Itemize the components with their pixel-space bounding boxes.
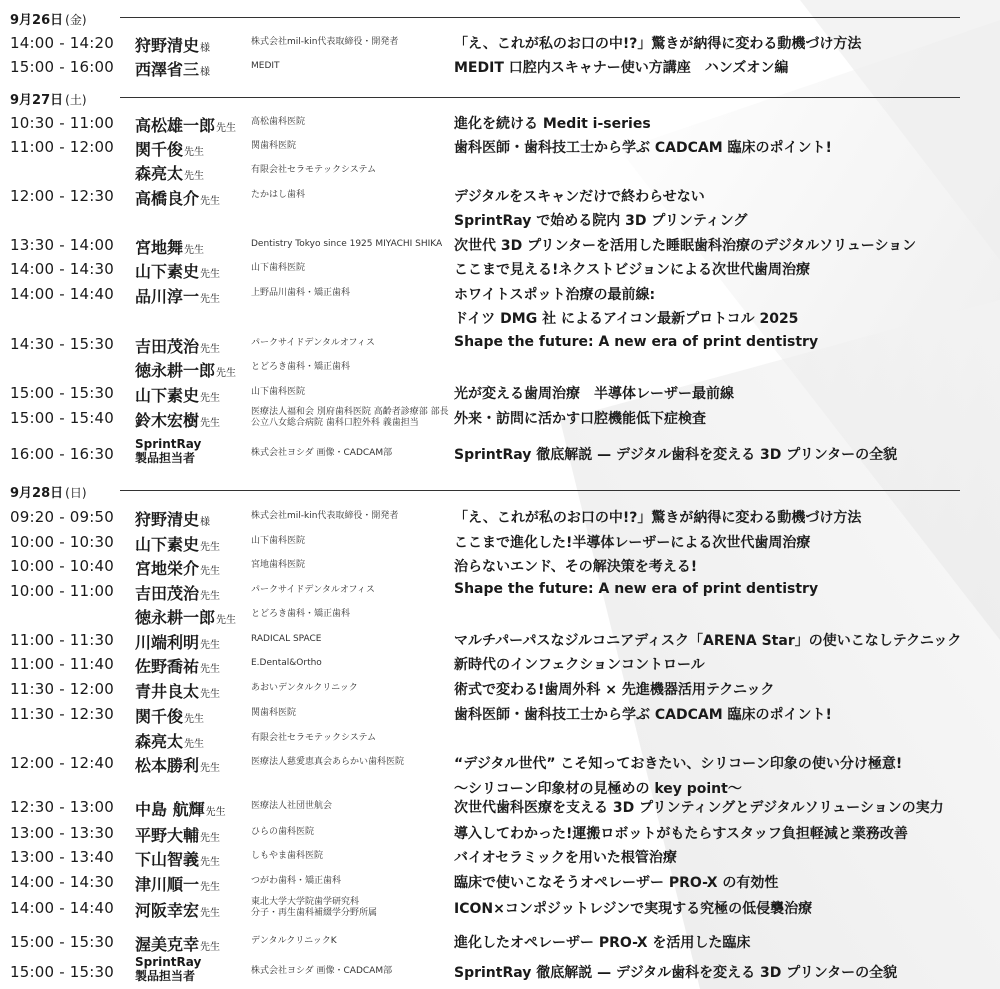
speaker-name-text: 宮地舞 [135, 238, 184, 257]
session-time: 14:00 - 14:20 [10, 34, 115, 52]
session-row [0, 234, 1000, 258]
speaker-name-text: 松本勝利 [135, 756, 200, 775]
speaker-honorific: 様 [200, 67, 211, 78]
speaker-name [135, 753, 220, 776]
affiliation-line: 株式会社mil-kin代表取締役・開発者 [251, 511, 399, 521]
affiliation-line: 東北大学大学院歯学研究科 [251, 897, 360, 907]
day-label [10, 9, 87, 28]
day-weekday: (金) [65, 13, 87, 27]
speaker-affiliation [251, 338, 375, 349]
speaker-name-text: 徳永耕一郎 [135, 608, 216, 627]
speaker-affiliation [251, 897, 377, 919]
speaker-honorific: 先生 [200, 591, 221, 602]
session-row [0, 822, 1000, 846]
session-row [0, 185, 1000, 209]
session-row [0, 846, 1000, 870]
affiliation-line: 医療法人慈愛恵真会あらかい歯科医院 [251, 757, 405, 767]
affiliation-line: 山下歯科医院 [251, 263, 306, 273]
session-time: 09:20 - 09:50 [10, 508, 115, 526]
affiliation-line: ひらの歯科医院 [251, 827, 315, 837]
session-row [0, 955, 1000, 985]
speaker-name-text: 関千俊 [135, 707, 184, 726]
session-row [0, 678, 1000, 702]
day-label [10, 89, 87, 108]
speaker-name-text: 狩野清史 [135, 36, 200, 55]
speaker-affiliation [251, 634, 321, 645]
speaker-name-text: 森亮太 [135, 732, 184, 751]
speaker-affiliation [251, 876, 341, 887]
speaker-name [135, 284, 220, 307]
speaker-name-text: 平野大輔 [135, 826, 200, 845]
speaker-affiliation [251, 263, 305, 274]
session-row [0, 382, 1000, 406]
speaker-name-text: 吉田茂治 [135, 337, 200, 356]
session-title: SprintRay で始める院内 3D プリンティング [454, 213, 748, 229]
speaker-affiliation [251, 387, 305, 398]
speaker-name-text: 宮地栄介 [135, 559, 200, 578]
speaker-name [135, 334, 220, 357]
session-row [0, 357, 1000, 381]
speaker-honorific: 先生 [200, 418, 221, 429]
affiliation-line: RADICAL SPACE [251, 634, 322, 644]
session-time: 11:00 - 11:40 [10, 655, 115, 673]
session-row [0, 629, 1000, 653]
speaker-honorific: 先生 [184, 171, 205, 182]
speaker-affiliation [251, 141, 296, 152]
speaker-honorific: 先生 [205, 807, 226, 818]
affiliation-line: 有限会社セラモテックシステム [251, 733, 377, 743]
session-title: 進化を続ける Medit i-series [454, 116, 651, 132]
speaker-name [135, 408, 220, 431]
session-time: 15:00 - 15:40 [10, 409, 115, 427]
session-title: バイオセラミックを用いた根管治療 [454, 850, 677, 866]
session-time: 11:00 - 11:30 [10, 631, 115, 649]
speaker-affiliation [251, 536, 305, 547]
speaker-name-text: 山下素史 [135, 535, 200, 554]
speaker-name [135, 358, 236, 381]
session-row [0, 32, 1000, 56]
speaker-name-text: 狩野清史 [135, 510, 200, 529]
session-title: 次世代 3D プリンターを活用した睡眠歯科治療のデジタルソリューション [454, 238, 917, 254]
day-divider [120, 17, 960, 18]
affiliation-line: 関歯科医院 [251, 708, 297, 718]
speaker-affiliation [251, 827, 314, 838]
session-time: 15:00 - 15:30 [10, 933, 115, 951]
speaker-honorific: 先生 [200, 542, 221, 553]
session-title: ホワイトスポット治療の最前線: [454, 287, 656, 303]
speaker-affiliation [251, 239, 442, 250]
speaker-honorific: 先生 [200, 857, 221, 868]
session-row [0, 752, 1000, 776]
speaker-name-text: 山下素史 [135, 262, 200, 281]
day-header [10, 481, 960, 505]
session-time: 11:00 - 12:00 [10, 138, 115, 156]
speaker-affiliation [251, 609, 350, 620]
speaker-name-text: 川端利明 [135, 633, 200, 652]
speaker-affiliation [251, 658, 322, 669]
session-title: 歯科医師・歯科技工士から学ぶ CADCAM 臨床のポイント! [454, 140, 832, 156]
day-weekday: (土) [65, 93, 87, 107]
speaker-name [135, 847, 220, 870]
affiliation-line: パークサイドデンタルオフィス [251, 338, 375, 348]
session-title: 「え、これが私のお口の中!?」驚きが納得に変わる動機づけ方法 [454, 36, 862, 52]
speaker-name [135, 186, 220, 209]
day-date: 9月28日 [10, 486, 64, 501]
speaker-honorific: 様 [200, 43, 211, 54]
speaker-name [135, 161, 204, 184]
session-title: 外来・訪問に活かす口腔機能低下症検査 [454, 411, 706, 427]
speaker-name [135, 630, 220, 653]
speaker-line: 製品担当者 [135, 451, 196, 465]
speaker-name-text: 吉田茂治 [135, 584, 200, 603]
session-row [0, 160, 1000, 184]
speaker-name-text: 高橋良介 [135, 189, 200, 208]
speaker-name [135, 33, 210, 56]
session-title: ここまで見える!ネクストビジョンによる次世代歯周治療 [454, 262, 810, 278]
speaker-name [135, 955, 201, 983]
affiliation-line: 山下歯科医院 [251, 387, 306, 397]
session-row [0, 604, 1000, 628]
speaker-name [135, 654, 220, 677]
session-title: 進化したオペレーザー PRO-X を活用した臨床 [454, 935, 751, 951]
session-time: 13:00 - 13:30 [10, 824, 115, 842]
session-row [0, 931, 1000, 955]
speaker-name [135, 383, 220, 406]
speaker-line: SprintRay [135, 955, 202, 969]
speaker-honorific: 様 [200, 517, 211, 528]
session-title: 歯科医師・歯科技工士から学ぶ CADCAM 臨床のポイント! [454, 707, 832, 723]
speaker-affiliation [251, 407, 449, 429]
session-time: 12:00 - 12:40 [10, 754, 115, 772]
speaker-name-text: 鈴木宏樹 [135, 411, 200, 430]
affiliation-line: E.Dental&Ortho [251, 658, 322, 668]
day-divider [120, 97, 960, 98]
speaker-affiliation [251, 966, 392, 977]
session-title: ドイツ DMG 社 によるアイコン最新プロトコル 2025 [454, 311, 799, 327]
affiliation-line: しもやま歯科医院 [251, 851, 324, 861]
session-title: 治らないエンド、その解決策を考える! [454, 559, 698, 575]
session-time: 11:30 - 12:00 [10, 680, 115, 698]
speaker-name-text: 津川順一 [135, 875, 200, 894]
session-time: 14:00 - 14:30 [10, 873, 115, 891]
session-time: 15:00 - 15:30 [10, 384, 115, 402]
speaker-honorific: 先生 [200, 566, 221, 577]
speaker-honorific: 先生 [184, 245, 205, 256]
session-title: SprintRay 徹底解説 — デジタル歯科を変える 3D プリンターの全貌 [454, 965, 898, 981]
session-title: ICON×コンポジットレジンで実現する究極の低侵襲治療 [454, 901, 813, 917]
session-title: 光が変える歯周治療 半導体レーザー最前線 [454, 386, 734, 402]
speaker-name [135, 235, 204, 258]
session-title: 臨床で使いこなそうオペレーザー PRO-X の有効性 [454, 875, 779, 891]
speaker-name-text: 下山智義 [135, 850, 200, 869]
affiliation-line: 医療法人福和会 別府歯科医院 高齢者診療部 部長 [251, 407, 449, 417]
speaker-name-text: 佐野喬祐 [135, 657, 200, 676]
affiliation-line: 公立八女総合病院 歯科口腔外科 義歯担当 [251, 418, 419, 428]
session-row [0, 653, 1000, 677]
speaker-name-text: 関千俊 [135, 140, 184, 159]
session-title: MEDIT 口腔内スキャナー使い方講座 ハンズオン編 [454, 60, 789, 76]
session-row [0, 333, 1000, 357]
speaker-name-text: 徳永耕一郎 [135, 361, 216, 380]
speaker-name-text: 西澤省三 [135, 60, 200, 79]
speaker-name-text: 中島 航輝 [135, 800, 205, 819]
speaker-affiliation [251, 448, 392, 459]
speaker-affiliation [251, 757, 404, 768]
speaker-honorific: 先生 [200, 269, 221, 280]
speaker-name [135, 137, 204, 160]
session-row [0, 307, 1000, 331]
day-divider [120, 490, 960, 491]
speaker-name [135, 932, 220, 955]
speaker-honorific: 先生 [200, 393, 221, 404]
speaker-affiliation [251, 936, 337, 947]
speaker-name-text: 青井良太 [135, 682, 200, 701]
speaker-honorific: 先生 [200, 942, 221, 953]
session-row [0, 136, 1000, 160]
session-time: 12:00 - 12:30 [10, 187, 115, 205]
speaker-affiliation [251, 61, 280, 72]
session-row [0, 703, 1000, 727]
speaker-name-text: 森亮太 [135, 164, 184, 183]
speaker-honorific: 先生 [200, 689, 221, 700]
speaker-honorific: 先生 [200, 833, 221, 844]
session-title: “デジタル世代” こそ知っておきたい、シリコーン印象の使い分け極意! [454, 756, 903, 772]
speaker-name-text: 渥美克幸 [135, 935, 200, 954]
affiliation-line: 医療法人社団世航会 [251, 801, 333, 811]
speaker-honorific: 先生 [184, 739, 205, 750]
speaker-honorific: 先生 [216, 123, 237, 134]
affiliation-line: たかはし歯科 [251, 190, 306, 200]
speaker-name [135, 729, 204, 752]
speaker-affiliation [251, 511, 398, 522]
session-title: マルチパーパスなジルコニアディスク「ARENA Star」の使いこなしテクニック [454, 633, 962, 649]
speaker-name-text: 山下素史 [135, 386, 200, 405]
speaker-name [135, 797, 226, 820]
session-time: 12:30 - 13:00 [10, 798, 115, 816]
day-date: 9月26日 [10, 13, 64, 28]
session-row [0, 728, 1000, 752]
session-row [0, 897, 1000, 921]
session-title: Shape the future: A new era of print dentistry [454, 334, 819, 350]
speaker-name-text: 品川淳一 [135, 287, 200, 306]
speaker-name [135, 259, 220, 282]
session-time: 15:00 - 16:00 [10, 58, 115, 76]
affiliation-line: 株式会社ヨシダ 画像・CADCAM部 [251, 966, 393, 976]
session-time: 14:30 - 15:30 [10, 335, 115, 353]
session-time: 10:30 - 11:00 [10, 114, 115, 132]
speaker-honorific: 先生 [200, 664, 221, 675]
session-row [0, 531, 1000, 555]
speaker-honorific: 先生 [200, 908, 221, 919]
affiliation-line: とどろき歯科・矯正歯科 [251, 362, 351, 372]
affiliation-line: 有限会社セラモテックシステム [251, 165, 377, 175]
session-row [0, 580, 1000, 604]
session-title: 新時代のインフェクションコントロール [454, 657, 705, 673]
session-title: SprintRay 徹底解説 — デジタル歯科を変える 3D プリンターの全貌 [454, 447, 898, 463]
session-time: 14:00 - 14:40 [10, 285, 115, 303]
speaker-affiliation [251, 585, 375, 596]
speaker-line: SprintRay [135, 437, 202, 451]
session-row [0, 56, 1000, 80]
speaker-honorific: 先生 [200, 196, 221, 207]
speaker-affiliation [251, 190, 305, 201]
session-title: ここまで進化した!半導体レーザーによる次世代歯周治療 [454, 535, 811, 551]
speaker-line: 製品担当者 [135, 969, 196, 983]
speaker-affiliation [251, 801, 332, 812]
speaker-honorific: 先生 [184, 714, 205, 725]
speaker-name [135, 437, 201, 465]
day-header [10, 88, 960, 112]
session-time: 11:30 - 12:30 [10, 705, 115, 723]
session-time: 16:00 - 16:30 [10, 445, 115, 463]
session-title: Shape the future: A new era of print dentistry [454, 581, 819, 597]
speaker-name [135, 581, 220, 604]
affiliation-line: MEDIT [251, 61, 280, 71]
session-row [0, 283, 1000, 307]
speaker-affiliation [251, 362, 350, 373]
session-time: 10:00 - 10:30 [10, 533, 115, 551]
speaker-name [135, 679, 220, 702]
affiliation-line: あおいデンタルクリニック [251, 683, 358, 693]
session-title: 〜シリコーン印象材の見極めの key point〜 [454, 781, 742, 797]
session-time: 10:00 - 10:40 [10, 557, 115, 575]
affiliation-line: 山下歯科医院 [251, 536, 306, 546]
speaker-honorific: 先生 [200, 294, 221, 305]
session-row [0, 112, 1000, 136]
affiliation-line: つがわ歯科・矯正歯科 [251, 876, 342, 886]
speaker-honorific: 先生 [216, 615, 237, 626]
affiliation-line: 株式会社mil-kin代表取締役・開発者 [251, 37, 399, 47]
affiliation-line: 株式会社ヨシダ 画像・CADCAM部 [251, 448, 393, 458]
day-date: 9月27日 [10, 93, 64, 108]
speaker-affiliation [251, 117, 305, 128]
affiliation-line: 分子・再生歯科補綴学分野所属 [251, 908, 378, 918]
speaker-honorific: 先生 [200, 640, 221, 651]
speaker-name [135, 704, 204, 727]
speaker-affiliation [251, 560, 305, 571]
session-title: デジタルをスキャンだけで終わらせない [454, 189, 705, 205]
session-time: 14:00 - 14:40 [10, 899, 115, 917]
speaker-name [135, 898, 220, 921]
speaker-name-text: 河阪幸宏 [135, 901, 200, 920]
session-row [0, 506, 1000, 530]
affiliation-line: とどろき歯科・矯正歯科 [251, 609, 351, 619]
speaker-name-text: 高松雄一郎 [135, 116, 216, 135]
affiliation-line: 関歯科医院 [251, 141, 297, 151]
affiliation-line: 上野品川歯科・矯正歯科 [251, 288, 351, 298]
session-title: 「え、これが私のお口の中!?」驚きが納得に変わる動機づけ方法 [454, 510, 862, 526]
session-time: 14:00 - 14:30 [10, 260, 115, 278]
speaker-honorific: 先生 [200, 344, 221, 355]
session-row [0, 871, 1000, 895]
speaker-name [135, 113, 236, 136]
affiliation-line: パークサイドデンタルオフィス [251, 585, 375, 595]
day-label [10, 482, 87, 501]
session-time: 10:00 - 11:00 [10, 582, 115, 600]
session-title: 術式で変わる!歯周外科 × 先進機器活用テクニック [454, 682, 775, 698]
session-row [0, 209, 1000, 233]
session-time: 15:00 - 15:30 [10, 963, 115, 981]
speaker-name [135, 605, 236, 628]
speaker-name [135, 57, 210, 80]
speaker-affiliation [251, 708, 296, 719]
session-title: 次世代歯科医療を支える 3D プリンティングとデジタルソリューションの実力 [454, 800, 944, 816]
speaker-honorific: 先生 [200, 882, 221, 893]
affiliation-line: Dentistry Tokyo since 1925 MIYACHI SHIKA [251, 239, 443, 249]
session-row [0, 796, 1000, 820]
speaker-name [135, 823, 220, 846]
session-title: 導入してわかった!運搬ロボットがもたらすスタッフ負担軽減と業務改善 [454, 826, 908, 842]
session-row [0, 437, 1000, 467]
session-row [0, 258, 1000, 282]
session-time: 13:00 - 13:40 [10, 848, 115, 866]
day-header [10, 8, 960, 32]
day-weekday: (日) [65, 486, 87, 500]
speaker-affiliation [251, 288, 350, 299]
speaker-affiliation [251, 683, 358, 694]
speaker-name [135, 872, 220, 895]
affiliation-line: 高松歯科医院 [251, 117, 306, 127]
speaker-name [135, 507, 210, 530]
speaker-honorific: 先生 [200, 763, 221, 774]
affiliation-line: 宮地歯科医院 [251, 560, 306, 570]
session-row [0, 407, 1000, 431]
session-row [0, 555, 1000, 579]
affiliation-line: デンタルクリニックK [251, 936, 337, 946]
speaker-honorific: 先生 [184, 147, 205, 158]
speaker-name [135, 556, 220, 579]
speaker-honorific: 先生 [216, 368, 237, 379]
speaker-affiliation [251, 37, 398, 48]
speaker-name [135, 532, 220, 555]
session-time: 13:30 - 14:00 [10, 236, 115, 254]
speaker-affiliation [251, 851, 323, 862]
speaker-affiliation [251, 165, 376, 176]
speaker-affiliation [251, 733, 376, 744]
